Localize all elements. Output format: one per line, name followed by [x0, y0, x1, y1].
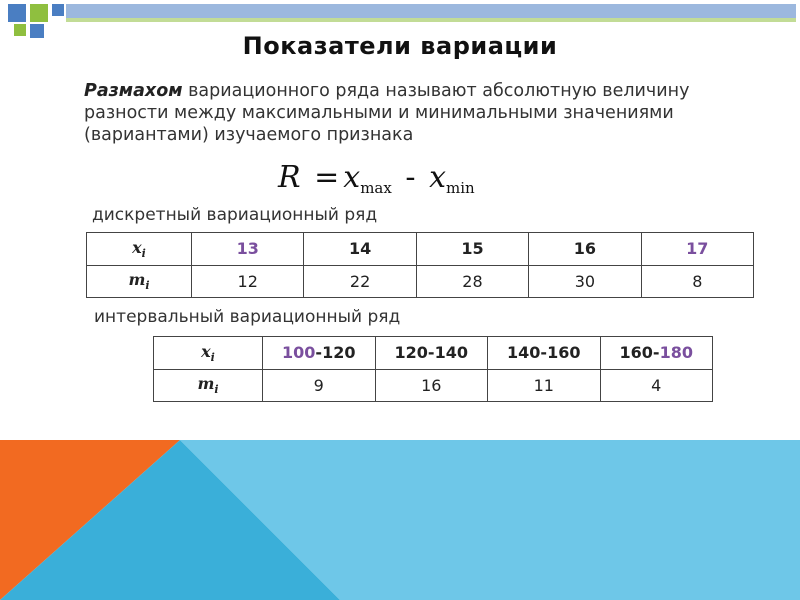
formula-var-max: x	[343, 160, 361, 195]
table-row	[154, 337, 713, 370]
table-cell: 9	[263, 369, 376, 402]
table-cell: 16	[375, 369, 488, 402]
table-cell: 30	[529, 265, 641, 298]
table-cell: 15	[416, 233, 528, 266]
table-cell: 16	[529, 233, 641, 266]
formula-minus: -	[405, 160, 416, 195]
formula-equals: =	[314, 160, 340, 195]
decor-square	[66, 18, 796, 22]
table-cell: 12	[192, 265, 304, 298]
table-cell: 8	[641, 265, 753, 298]
discrete-caption: дискретный вариационный ряд	[92, 205, 378, 225]
decor-square	[30, 4, 48, 22]
decor-square	[52, 4, 64, 16]
range-formula	[278, 160, 475, 196]
table-row	[87, 233, 754, 266]
formula-lhs: R	[278, 160, 301, 195]
table-cell: 100-120	[263, 337, 376, 370]
formula-sub-min: min	[446, 179, 475, 197]
discrete-series-table	[86, 232, 754, 298]
table-row	[154, 369, 713, 402]
row-header-x: $x_i$	[154, 337, 263, 370]
decor-square	[66, 4, 796, 18]
table-row	[87, 265, 754, 298]
decor-square	[8, 4, 26, 22]
row-header-m: $m_i$	[154, 369, 263, 402]
table-cell: 4	[600, 369, 713, 402]
interval-series-table	[153, 336, 713, 402]
table-cell: 140-160	[488, 337, 601, 370]
table-cell: 160-180	[600, 337, 713, 370]
table-cell: 120-140	[375, 337, 488, 370]
table-cell: 22	[304, 265, 416, 298]
formula-sub-max: max	[360, 179, 392, 197]
row-header-m: $m_i$	[87, 265, 192, 298]
definition-keyword: Размахом	[84, 81, 183, 101]
definition-text: вариационного ряда называют абсолютную величину разности между максимальными и минимальными значениями (вариантами) изучаемого признака	[84, 81, 690, 145]
formula-var-min: x	[429, 160, 446, 195]
table-cell: 13	[192, 233, 304, 266]
table-cell: 28	[416, 265, 528, 298]
decor-bottom-band	[0, 440, 800, 600]
slide-title: Показатели вариации	[242, 32, 558, 60]
interval-caption: интервальный вариационный ряд	[94, 307, 401, 327]
row-header-x: $x_i$	[87, 233, 192, 266]
table-cell: 11	[488, 369, 601, 402]
table-cell: 17	[641, 233, 753, 266]
definition-paragraph	[84, 80, 764, 146]
table-cell: 14	[304, 233, 416, 266]
